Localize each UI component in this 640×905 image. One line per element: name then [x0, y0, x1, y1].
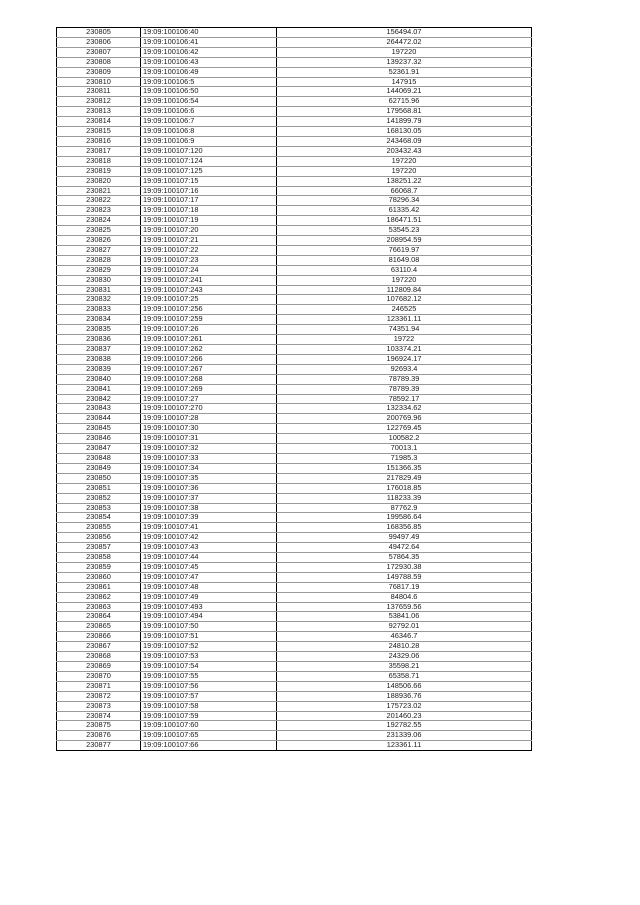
row-amount-cell: 24810.28: [277, 642, 532, 652]
row-amount-cell: 197220: [277, 275, 532, 285]
table-row: [57, 602, 532, 612]
table-row: [57, 701, 532, 711]
row-id-cell: 230877: [57, 741, 141, 751]
row-id-cell: 230829: [57, 265, 141, 275]
row-id-cell: 230809: [57, 67, 141, 77]
row-code-cell: 19:09:100106:42: [141, 47, 277, 57]
row-id-cell: 230814: [57, 117, 141, 127]
row-amount-cell: 52361.91: [277, 67, 532, 77]
row-code-cell: 19:09:100107:37: [141, 493, 277, 503]
table-row: [57, 592, 532, 602]
row-amount-cell: 92693.4: [277, 364, 532, 374]
row-code-cell: 19:09:100107:55: [141, 671, 277, 681]
row-id-cell: 230866: [57, 632, 141, 642]
row-code-cell: 19:09:100107:38: [141, 503, 277, 513]
row-amount-cell: 76817.19: [277, 582, 532, 592]
row-amount-cell: 200769.96: [277, 414, 532, 424]
row-amount-cell: 66068.7: [277, 186, 532, 196]
row-id-cell: 230844: [57, 414, 141, 424]
row-amount-cell: 217829.49: [277, 473, 532, 483]
row-id-cell: 230838: [57, 354, 141, 364]
row-amount-cell: 188936.76: [277, 691, 532, 701]
table-row: [57, 67, 532, 77]
row-amount-cell: 199586.64: [277, 513, 532, 523]
row-id-cell: 230836: [57, 335, 141, 345]
row-amount-cell: 168130.05: [277, 127, 532, 137]
row-id-cell: 230827: [57, 245, 141, 255]
table-row: [57, 463, 532, 473]
table-row: [57, 671, 532, 681]
table-row: [57, 354, 532, 364]
row-code-cell: 19:09:100107:34: [141, 463, 277, 473]
row-amount-cell: 122769.45: [277, 424, 532, 434]
row-id-cell: 230848: [57, 453, 141, 463]
table-row: [57, 662, 532, 672]
row-id-cell: 230808: [57, 57, 141, 67]
row-code-cell: 19:09:100107:24: [141, 265, 277, 275]
row-id-cell: 230825: [57, 226, 141, 236]
table-row: [57, 523, 532, 533]
row-amount-cell: 100582.2: [277, 434, 532, 444]
row-code-cell: 19:09:100107:243: [141, 285, 277, 295]
row-code-cell: 19:09:100106:50: [141, 87, 277, 97]
table-row: [57, 543, 532, 553]
row-code-cell: 19:09:100107:42: [141, 533, 277, 543]
row-id-cell: 230864: [57, 612, 141, 622]
row-amount-cell: 231339.06: [277, 731, 532, 741]
row-code-cell: 19:09:100107:261: [141, 335, 277, 345]
row-id-cell: 230805: [57, 28, 141, 38]
row-amount-cell: 24329.06: [277, 652, 532, 662]
row-code-cell: 19:09:100107:267: [141, 364, 277, 374]
row-amount-cell: 196924.17: [277, 354, 532, 364]
row-code-cell: 19:09:100107:32: [141, 444, 277, 454]
row-amount-cell: 35598.21: [277, 662, 532, 672]
table-row: [57, 444, 532, 454]
row-amount-cell: 138251.22: [277, 176, 532, 186]
row-code-cell: 19:09:100107:269: [141, 384, 277, 394]
row-amount-cell: 156494.07: [277, 28, 532, 38]
row-id-cell: 230822: [57, 196, 141, 206]
table-row: [57, 335, 532, 345]
row-code-cell: 19:09:100106:40: [141, 28, 277, 38]
row-amount-cell: 53841.06: [277, 612, 532, 622]
row-id-cell: 230834: [57, 315, 141, 325]
row-id-cell: 230824: [57, 216, 141, 226]
row-id-cell: 230870: [57, 671, 141, 681]
data-table-body: [57, 28, 532, 751]
row-amount-cell: 264472.02: [277, 37, 532, 47]
table-row: [57, 37, 532, 47]
row-amount-cell: 208954.59: [277, 236, 532, 246]
row-code-cell: 19:09:100107:53: [141, 652, 277, 662]
table-row: [57, 206, 532, 216]
row-id-cell: 230860: [57, 572, 141, 582]
table-row: [57, 305, 532, 315]
row-id-cell: 230869: [57, 662, 141, 672]
row-amount-cell: 46346.7: [277, 632, 532, 642]
row-amount-cell: 62715.96: [277, 97, 532, 107]
row-id-cell: 230861: [57, 582, 141, 592]
row-amount-cell: 123361.11: [277, 741, 532, 751]
row-id-cell: 230862: [57, 592, 141, 602]
row-id-cell: 230818: [57, 156, 141, 166]
row-amount-cell: 71985.3: [277, 453, 532, 463]
row-id-cell: 230859: [57, 562, 141, 572]
row-code-cell: 19:09:100107:494: [141, 612, 277, 622]
row-code-cell: 19:09:100106:54: [141, 97, 277, 107]
table-row: [57, 245, 532, 255]
row-code-cell: 19:09:100107:49: [141, 592, 277, 602]
table-row: [57, 721, 532, 731]
row-code-cell: 19:09:100107:17: [141, 196, 277, 206]
row-id-cell: 230812: [57, 97, 141, 107]
row-amount-cell: 78296.34: [277, 196, 532, 206]
row-amount-cell: 19722: [277, 335, 532, 345]
row-amount-cell: 246525: [277, 305, 532, 315]
row-id-cell: 230856: [57, 533, 141, 543]
row-id-cell: 230854: [57, 513, 141, 523]
row-amount-cell: 99497.49: [277, 533, 532, 543]
row-id-cell: 230830: [57, 275, 141, 285]
row-code-cell: 19:09:100107:241: [141, 275, 277, 285]
row-id-cell: 230826: [57, 236, 141, 246]
row-id-cell: 230810: [57, 77, 141, 87]
table-row: [57, 473, 532, 483]
table-row: [57, 394, 532, 404]
row-code-cell: 19:09:100107:262: [141, 345, 277, 355]
row-id-cell: 230843: [57, 404, 141, 414]
row-amount-cell: 179568.81: [277, 107, 532, 117]
table-row: [57, 47, 532, 57]
row-code-cell: 19:09:100106:49: [141, 67, 277, 77]
row-id-cell: 230875: [57, 721, 141, 731]
row-code-cell: 19:09:100107:41: [141, 523, 277, 533]
row-id-cell: 230835: [57, 325, 141, 335]
row-id-cell: 230806: [57, 37, 141, 47]
row-code-cell: 19:09:100107:65: [141, 731, 277, 741]
table-row: [57, 226, 532, 236]
row-code-cell: 19:09:100107:51: [141, 632, 277, 642]
table-row: [57, 186, 532, 196]
table-row: [57, 533, 532, 543]
row-id-cell: 230852: [57, 493, 141, 503]
row-amount-cell: 192782.55: [277, 721, 532, 731]
row-id-cell: 230842: [57, 394, 141, 404]
row-amount-cell: 144069.21: [277, 87, 532, 97]
table-row: [57, 97, 532, 107]
row-id-cell: 230868: [57, 652, 141, 662]
row-id-cell: 230831: [57, 285, 141, 295]
row-amount-cell: 148506.66: [277, 681, 532, 691]
row-id-cell: 230819: [57, 166, 141, 176]
table-row: [57, 572, 532, 582]
row-code-cell: 19:09:100106:41: [141, 37, 277, 47]
row-id-cell: 230865: [57, 622, 141, 632]
row-id-cell: 230874: [57, 711, 141, 721]
table-row: [57, 315, 532, 325]
table-row: [57, 612, 532, 622]
row-id-cell: 230846: [57, 434, 141, 444]
row-id-cell: 230807: [57, 47, 141, 57]
row-id-cell: 230876: [57, 731, 141, 741]
table-row: [57, 107, 532, 117]
row-id-cell: 230821: [57, 186, 141, 196]
table-row: [57, 434, 532, 444]
table-row: [57, 453, 532, 463]
table-row: [57, 681, 532, 691]
row-code-cell: 19:09:100107:270: [141, 404, 277, 414]
row-amount-cell: 78789.39: [277, 384, 532, 394]
row-code-cell: 19:09:100107:58: [141, 701, 277, 711]
row-code-cell: 19:09:100107:15: [141, 176, 277, 186]
table-row: [57, 117, 532, 127]
row-code-cell: 19:09:100106:6: [141, 107, 277, 117]
row-code-cell: 19:09:100107:33: [141, 453, 277, 463]
row-amount-cell: 87762.9: [277, 503, 532, 513]
row-code-cell: 19:09:100107:43: [141, 543, 277, 553]
table-row: [57, 196, 532, 206]
row-id-cell: 230813: [57, 107, 141, 117]
row-id-cell: 230851: [57, 483, 141, 493]
row-amount-cell: 197220: [277, 156, 532, 166]
row-id-cell: 230873: [57, 701, 141, 711]
row-amount-cell: 197220: [277, 47, 532, 57]
row-code-cell: 19:09:100107:47: [141, 572, 277, 582]
row-code-cell: 19:09:100107:35: [141, 473, 277, 483]
row-code-cell: 19:09:100107:20: [141, 226, 277, 236]
row-code-cell: 19:09:100107:60: [141, 721, 277, 731]
table-row: [57, 127, 532, 137]
row-code-cell: 19:09:100107:31: [141, 434, 277, 444]
row-amount-cell: 168356.85: [277, 523, 532, 533]
row-code-cell: 19:09:100107:25: [141, 295, 277, 305]
row-amount-cell: 103374.21: [277, 345, 532, 355]
data-table: [56, 27, 532, 751]
row-id-cell: 230828: [57, 255, 141, 265]
row-amount-cell: 107682.12: [277, 295, 532, 305]
row-amount-cell: 78789.39: [277, 374, 532, 384]
row-amount-cell: 139237.32: [277, 57, 532, 67]
row-id-cell: 230837: [57, 345, 141, 355]
table-row: [57, 424, 532, 434]
row-id-cell: 230845: [57, 424, 141, 434]
table-row: [57, 741, 532, 751]
table-row: [57, 553, 532, 563]
row-amount-cell: 70013.1: [277, 444, 532, 454]
table-row: [57, 652, 532, 662]
row-id-cell: 230811: [57, 87, 141, 97]
row-amount-cell: 141899.79: [277, 117, 532, 127]
row-id-cell: 230857: [57, 543, 141, 553]
row-amount-cell: 61335.42: [277, 206, 532, 216]
row-code-cell: 19:09:100107:45: [141, 562, 277, 572]
row-code-cell: 19:09:100106:43: [141, 57, 277, 67]
row-amount-cell: 149788.59: [277, 572, 532, 582]
table-row: [57, 285, 532, 295]
table-row: [57, 176, 532, 186]
row-amount-cell: 112809.84: [277, 285, 532, 295]
row-code-cell: 19:09:100107:120: [141, 146, 277, 156]
table-row: [57, 255, 532, 265]
table-row: [57, 404, 532, 414]
table-row: [57, 146, 532, 156]
row-id-cell: 230867: [57, 642, 141, 652]
row-amount-cell: 65358.71: [277, 671, 532, 681]
row-code-cell: 19:09:100107:256: [141, 305, 277, 315]
table-row: [57, 136, 532, 146]
row-amount-cell: 84804.6: [277, 592, 532, 602]
row-id-cell: 230855: [57, 523, 141, 533]
row-code-cell: 19:09:100107:36: [141, 483, 277, 493]
row-code-cell: 19:09:100107:16: [141, 186, 277, 196]
row-id-cell: 230849: [57, 463, 141, 473]
row-id-cell: 230847: [57, 444, 141, 454]
table-row: [57, 295, 532, 305]
row-id-cell: 230853: [57, 503, 141, 513]
table-row: [57, 483, 532, 493]
row-id-cell: 230817: [57, 146, 141, 156]
table-row: [57, 513, 532, 523]
row-id-cell: 230823: [57, 206, 141, 216]
table-row: [57, 503, 532, 513]
row-amount-cell: 172930.38: [277, 562, 532, 572]
row-code-cell: 19:09:100107:66: [141, 741, 277, 751]
table-row: [57, 156, 532, 166]
table-row: [57, 325, 532, 335]
row-id-cell: 230871: [57, 681, 141, 691]
table-row: [57, 562, 532, 572]
table-row: [57, 28, 532, 38]
row-code-cell: 19:09:100107:259: [141, 315, 277, 325]
row-code-cell: 19:09:100107:493: [141, 602, 277, 612]
table-row: [57, 236, 532, 246]
table-row: [57, 77, 532, 87]
row-amount-cell: 151366.35: [277, 463, 532, 473]
row-amount-cell: 186471.51: [277, 216, 532, 226]
row-code-cell: 19:09:100107:52: [141, 642, 277, 652]
row-id-cell: 230850: [57, 473, 141, 483]
row-amount-cell: 175723.02: [277, 701, 532, 711]
row-amount-cell: 176018.85: [277, 483, 532, 493]
table-row: [57, 345, 532, 355]
table-row: [57, 87, 532, 97]
row-id-cell: 230839: [57, 364, 141, 374]
table-row: [57, 374, 532, 384]
row-code-cell: 19:09:100106:9: [141, 136, 277, 146]
row-amount-cell: 63110.4: [277, 265, 532, 275]
row-id-cell: 230820: [57, 176, 141, 186]
table-row: [57, 414, 532, 424]
row-code-cell: 19:09:100107:21: [141, 236, 277, 246]
row-code-cell: 19:09:100107:23: [141, 255, 277, 265]
row-code-cell: 19:09:100107:30: [141, 424, 277, 434]
row-id-cell: 230840: [57, 374, 141, 384]
table-row: [57, 216, 532, 226]
row-code-cell: 19:09:100106:8: [141, 127, 277, 137]
table-row: [57, 57, 532, 67]
row-id-cell: 230832: [57, 295, 141, 305]
row-id-cell: 230815: [57, 127, 141, 137]
row-id-cell: 230833: [57, 305, 141, 315]
row-amount-cell: 74351.94: [277, 325, 532, 335]
row-amount-cell: 201460.23: [277, 711, 532, 721]
row-code-cell: 19:09:100107:48: [141, 582, 277, 592]
row-id-cell: 230863: [57, 602, 141, 612]
row-code-cell: 19:09:100107:124: [141, 156, 277, 166]
row-amount-cell: 78592.17: [277, 394, 532, 404]
row-amount-cell: 118233.39: [277, 493, 532, 503]
row-id-cell: 230841: [57, 384, 141, 394]
table-row: [57, 166, 532, 176]
row-amount-cell: 92792.01: [277, 622, 532, 632]
row-code-cell: 19:09:100107:26: [141, 325, 277, 335]
row-amount-cell: 243468.09: [277, 136, 532, 146]
row-id-cell: 230858: [57, 553, 141, 563]
row-amount-cell: 123361.11: [277, 315, 532, 325]
row-code-cell: 19:09:100107:125: [141, 166, 277, 176]
table-row: [57, 691, 532, 701]
row-code-cell: 19:09:100107:268: [141, 374, 277, 384]
row-code-cell: 19:09:100107:56: [141, 681, 277, 691]
row-code-cell: 19:09:100106:5: [141, 77, 277, 87]
row-code-cell: 19:09:100107:59: [141, 711, 277, 721]
table-row: [57, 493, 532, 503]
table-row: [57, 711, 532, 721]
table-row: [57, 622, 532, 632]
table-row: [57, 582, 532, 592]
row-amount-cell: 132334.62: [277, 404, 532, 414]
row-amount-cell: 147915: [277, 77, 532, 87]
table-row: [57, 265, 532, 275]
row-amount-cell: 49472.64: [277, 543, 532, 553]
table-row: [57, 632, 532, 642]
row-amount-cell: 76619.97: [277, 245, 532, 255]
table-row: [57, 642, 532, 652]
row-code-cell: 19:09:100107:22: [141, 245, 277, 255]
row-code-cell: 19:09:100107:19: [141, 216, 277, 226]
row-amount-cell: 137659.56: [277, 602, 532, 612]
table-row: [57, 275, 532, 285]
table-row: [57, 384, 532, 394]
table-row: [57, 731, 532, 741]
row-code-cell: 19:09:100107:18: [141, 206, 277, 216]
row-id-cell: 230872: [57, 691, 141, 701]
row-code-cell: 19:09:100107:44: [141, 553, 277, 563]
row-code-cell: 19:09:100106:7: [141, 117, 277, 127]
row-code-cell: 19:09:100107:27: [141, 394, 277, 404]
row-id-cell: 230816: [57, 136, 141, 146]
row-code-cell: 19:09:100107:266: [141, 354, 277, 364]
row-amount-cell: 57864.35: [277, 553, 532, 563]
row-amount-cell: 197220: [277, 166, 532, 176]
row-code-cell: 19:09:100107:28: [141, 414, 277, 424]
row-code-cell: 19:09:100107:54: [141, 662, 277, 672]
row-amount-cell: 81649.08: [277, 255, 532, 265]
table-row: [57, 364, 532, 374]
row-code-cell: 19:09:100107:50: [141, 622, 277, 632]
row-code-cell: 19:09:100107:39: [141, 513, 277, 523]
row-amount-cell: 53545.23: [277, 226, 532, 236]
row-code-cell: 19:09:100107:57: [141, 691, 277, 701]
row-amount-cell: 203432.43: [277, 146, 532, 156]
